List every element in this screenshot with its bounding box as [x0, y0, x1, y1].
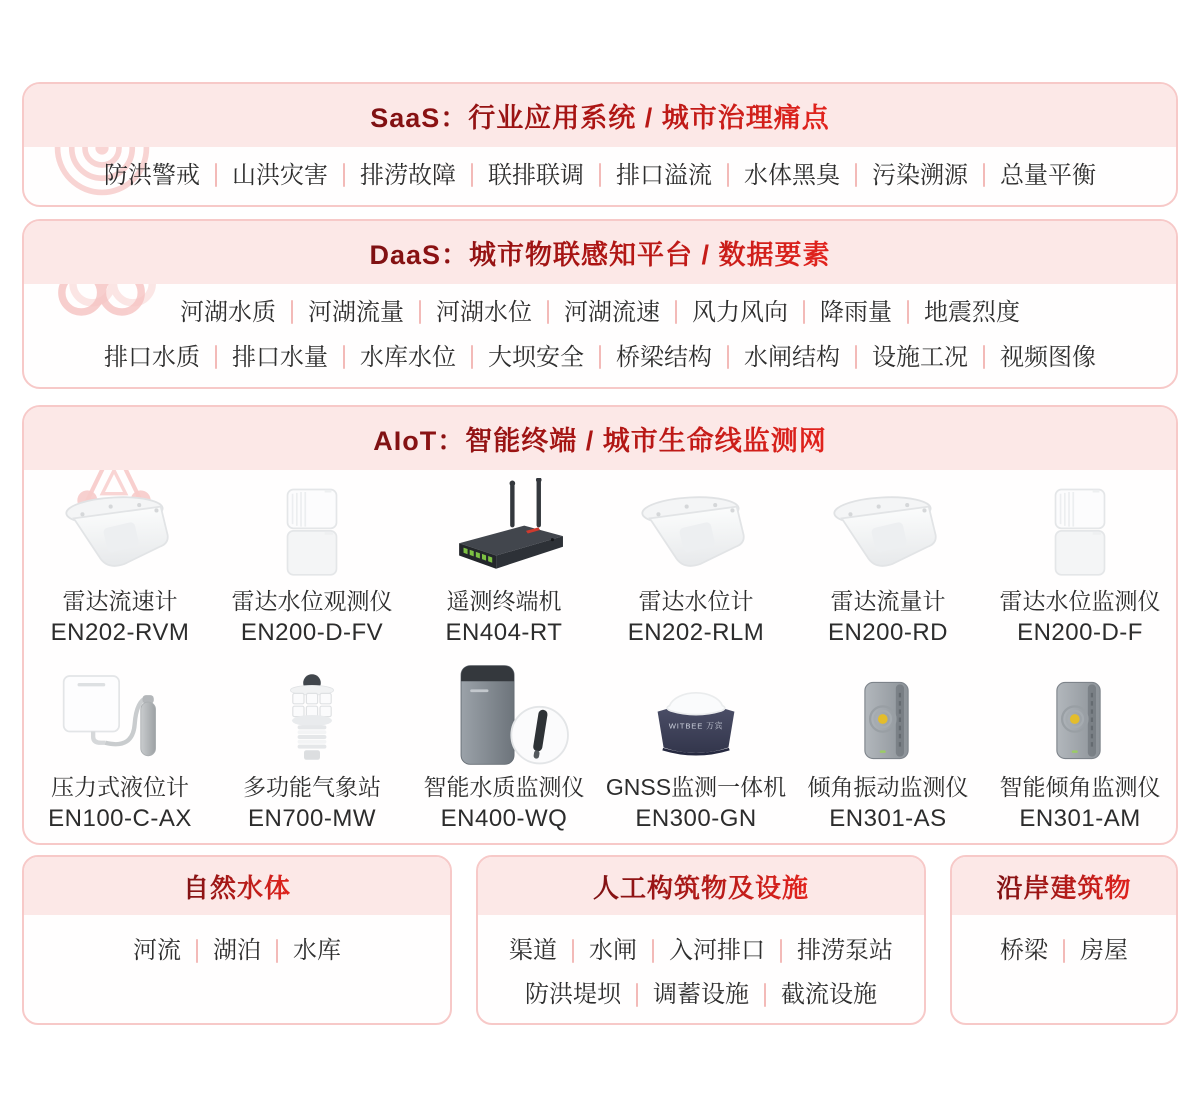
- tilt-sensor-icon: [1039, 664, 1121, 768]
- device-name: 倾角振动监测仪: [807, 774, 969, 800]
- device-name: 压力式液位计: [51, 774, 189, 800]
- coastal-buildings-items: [952, 915, 1176, 1023]
- device-name: 雷达水位监测仪: [999, 587, 1161, 614]
- device-model: EN300-GN: [635, 805, 757, 832]
- list-item: 河湖水质: [180, 298, 276, 326]
- list-item: 联排联调: [488, 161, 584, 189]
- product-card: [24, 657, 216, 844]
- item-row: [525, 973, 877, 1017]
- list-item: 排口水质: [104, 343, 200, 371]
- tilt-sensor-icon: [847, 664, 929, 768]
- device-model: EN404-RT: [445, 618, 563, 646]
- list-item: 风力风向: [692, 298, 788, 326]
- item-divider: [780, 939, 782, 963]
- list-item: 总量平衡: [1000, 161, 1096, 189]
- rtu-router-icon: [438, 478, 570, 582]
- device-name: 雷达流量计: [830, 587, 946, 614]
- list-item: 地震烈度: [924, 298, 1020, 326]
- daas-title: DaaS：城市物联感知平台 / 数据要素: [369, 233, 830, 272]
- item-divider: [1063, 939, 1065, 963]
- product-card: [600, 470, 792, 657]
- device-model: EN301-AS: [829, 805, 947, 832]
- product-card: [216, 657, 408, 844]
- item-row: [509, 929, 893, 973]
- aiot-title: AIoT：智能终端 / 城市生命线监测网: [373, 419, 827, 458]
- weather-station-icon: [268, 664, 356, 768]
- item-divider: [727, 345, 729, 369]
- list-item: 桥梁结构: [616, 343, 712, 371]
- item-divider: [291, 300, 293, 324]
- list-item: 防洪警戒: [104, 161, 200, 189]
- natural-water-title: 自然水体: [183, 868, 291, 905]
- monitored-objects-row: [22, 855, 1178, 1025]
- natural-water-panel: [22, 855, 452, 1025]
- radar-sensor-icon: [627, 478, 765, 582]
- item-divider: [983, 163, 985, 187]
- list-item: 污染溯源: [872, 161, 968, 189]
- facilities-title: 人工构筑物及设施: [593, 868, 809, 905]
- aiot-product-grid: [24, 470, 1176, 843]
- device-model: EN200-D-FV: [240, 618, 384, 646]
- item-divider: [855, 163, 857, 187]
- radar-sensor-icon: [51, 478, 189, 582]
- item-divider: [471, 345, 473, 369]
- daas-layer-panel: [22, 219, 1178, 389]
- list-item: 截流设施: [781, 981, 877, 1008]
- natural-water-header-band: [24, 857, 450, 915]
- item-divider: [764, 983, 766, 1007]
- device-name: 雷达水位观测仪: [231, 587, 393, 614]
- device-model: EN700-MW: [247, 805, 377, 832]
- saas-layer-panel: [22, 82, 1178, 207]
- facilities-header-band: [478, 857, 924, 915]
- stack-box-icon: [1042, 478, 1118, 582]
- product-card: [24, 470, 216, 657]
- daas-header-band: [24, 221, 1176, 284]
- list-item: 排涝故障: [360, 161, 456, 189]
- item-divider: [419, 300, 421, 324]
- device-name: 智能水质监测仪: [423, 774, 585, 800]
- device-name: 智能倾角监测仪: [999, 774, 1161, 800]
- list-item: 水库水位: [360, 343, 456, 371]
- stack-box-icon: [274, 478, 350, 582]
- product-card: [792, 657, 984, 844]
- coastal-buildings-title: 沿岸建筑物: [996, 868, 1131, 905]
- device-model: EN100-C-AX: [48, 805, 192, 832]
- item-divider: [675, 300, 677, 324]
- natural-water-items: [24, 915, 450, 1023]
- item-divider: [196, 939, 198, 963]
- list-item: 房屋: [1080, 937, 1128, 964]
- device-name: 遥测终端机: [446, 587, 562, 614]
- item-divider: [803, 300, 805, 324]
- item-divider: [599, 345, 601, 369]
- water-quality-icon: [435, 664, 573, 768]
- item-divider: [471, 163, 473, 187]
- item-row: [104, 153, 1096, 198]
- item-divider: [907, 300, 909, 324]
- item-divider: [855, 345, 857, 369]
- item-divider: [343, 163, 345, 187]
- facilities-items: [478, 915, 924, 1023]
- list-item: 河湖流速: [564, 298, 660, 326]
- list-item: 渠道: [509, 937, 557, 964]
- list-item: 调蓄设施: [653, 981, 749, 1008]
- svg-text:WITBEE 万宾: WITBEE 万宾: [668, 721, 724, 731]
- device-model: EN202-RVM: [50, 618, 190, 646]
- item-divider: [215, 163, 217, 187]
- list-item: 河流: [133, 937, 181, 964]
- device-model: EN301-AM: [1019, 805, 1141, 832]
- item-divider: [652, 939, 654, 963]
- item-divider: [215, 345, 217, 369]
- device-name: 多功能气象站: [243, 774, 381, 800]
- product-card: [408, 470, 600, 657]
- list-item: 排涝泵站: [797, 937, 893, 964]
- list-item: 湖泊: [213, 937, 261, 964]
- facilities-panel: [476, 855, 926, 1025]
- device-model: EN400-WQ: [440, 805, 568, 832]
- saas-title: SaaS：行业应用系统 / 城市治理痛点: [370, 96, 830, 135]
- list-item: 山洪灾害: [232, 161, 328, 189]
- item-divider: [547, 300, 549, 324]
- list-item: 大坝安全: [488, 343, 584, 371]
- list-item: 设施工况: [872, 343, 968, 371]
- product-card: [984, 657, 1176, 844]
- list-item: 防洪堤坝: [525, 981, 621, 1008]
- saas-items: [24, 147, 1176, 203]
- daas-items: [24, 284, 1176, 385]
- list-item: 水闸: [589, 937, 637, 964]
- item-row: [1000, 929, 1128, 973]
- gnss-receiver-icon: [632, 664, 760, 768]
- aiot-layer-panel: [22, 405, 1178, 845]
- product-card: [984, 470, 1176, 657]
- product-card: [600, 657, 792, 844]
- device-name: GNSS监测一体机: [605, 774, 787, 800]
- item-divider: [572, 939, 574, 963]
- item-row: [133, 929, 341, 973]
- list-item: 入河排口: [669, 937, 765, 964]
- item-row: [180, 290, 1020, 335]
- list-item: 排口水量: [232, 343, 328, 371]
- list-item: 水体黑臭: [744, 161, 840, 189]
- item-divider: [343, 345, 345, 369]
- list-item: 河湖水位: [436, 298, 532, 326]
- product-card: [408, 657, 600, 844]
- list-item: 桥梁: [1000, 937, 1048, 964]
- list-item: 水库: [293, 937, 341, 964]
- device-name: 雷达流速计: [62, 587, 178, 614]
- list-item: 水闸结构: [744, 343, 840, 371]
- item-row: [104, 335, 1096, 380]
- item-divider: [636, 983, 638, 1007]
- item-divider: [727, 163, 729, 187]
- item-divider: [276, 939, 278, 963]
- device-model: EN202-RLM: [627, 618, 765, 646]
- list-item: 河湖流量: [308, 298, 404, 326]
- pressure-level-icon: [55, 664, 185, 768]
- radar-sensor-icon: [819, 478, 957, 582]
- item-divider: [599, 163, 601, 187]
- list-item: 降雨量: [820, 298, 892, 326]
- product-card: [216, 470, 408, 657]
- item-divider: [983, 345, 985, 369]
- coastal-buildings-header-band: [952, 857, 1176, 915]
- coastal-buildings-panel: [950, 855, 1178, 1025]
- device-model: EN200-RD: [827, 618, 949, 646]
- device-name: 雷达水位计: [638, 587, 754, 614]
- list-item: 视频图像: [1000, 343, 1096, 371]
- saas-header-band: [24, 84, 1176, 147]
- aiot-header-band: [24, 407, 1176, 470]
- device-model: EN200-D-F: [1017, 618, 1143, 646]
- product-card: [792, 470, 984, 657]
- list-item: 排口溢流: [616, 161, 712, 189]
